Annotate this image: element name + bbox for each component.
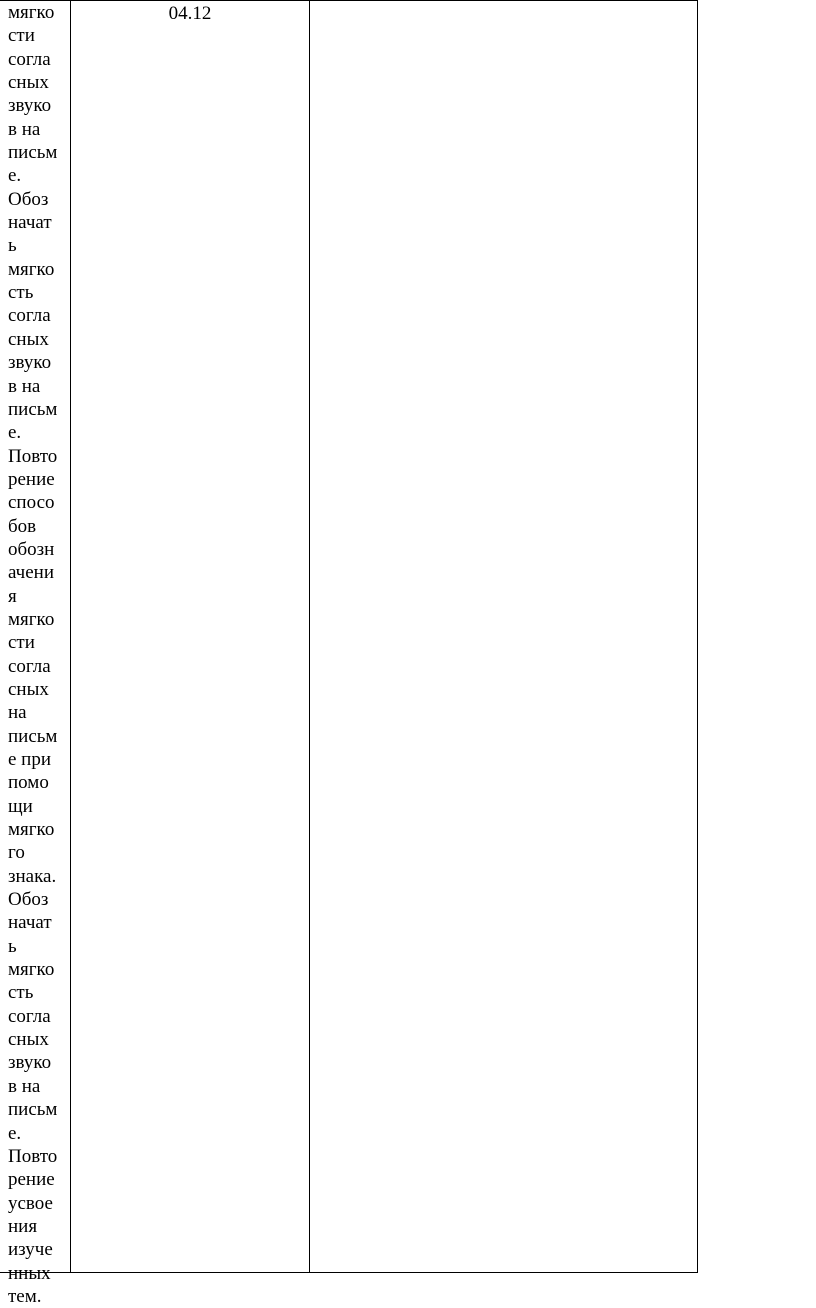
notes-cell (310, 1, 697, 1272)
topic-text: мягко сти согла сных звуко в на письм е. Обоз начат ь мягко сть согла сных звуко в на письм е. Повто рение спосо бов обозн ачени я мягко сти согла сных на письм е при помо щи мягко го знака. Обоз начат ь мягко сть согла сных звуко в на письм е. Повто рение усвое ния изуче нных тем. (8, 2, 58, 1307)
topic-cell (0, 1, 71, 1307)
date-text: 04.12 (168, 3, 212, 24)
date-cell (71, 1, 310, 1272)
